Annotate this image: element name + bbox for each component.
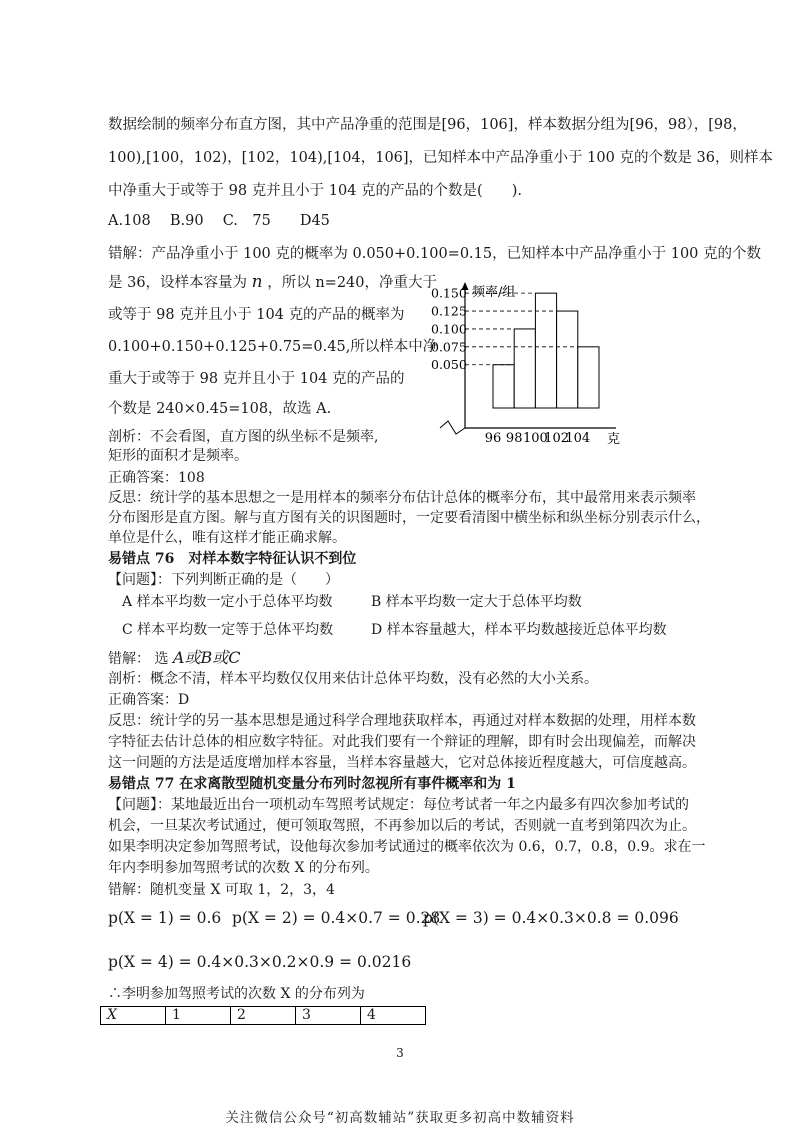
q75-analysis-1: 剖析：不会看图，直方图的纵坐标不是频率,	[108, 429, 379, 445]
q75-line-1: 数据绘制的频率分布直方图，其中产品净重的范围是[96，106]，样本数据分组为[96，98），[98，	[108, 117, 747, 133]
q75-wrong-4: 0.100+0.150+0.125+0.75=0.45,所以样本中净	[108, 339, 438, 355]
q76-wrong	[108, 648, 240, 669]
q77-formula-p4: p(X = 4) = 0.4×0.3×0.2×0.9 = 0.0216	[108, 953, 412, 971]
distribution-table	[100, 1006, 426, 1025]
q75-line-2: 100),[100，102)，[102，104),[104，106]，已知样本中产品净重小于 100 克的个数是 36，则样本	[108, 150, 774, 166]
q76-answer: 正确答案：D	[108, 692, 190, 708]
frequency-histogram	[420, 276, 640, 448]
q75-wrong-6: 个数是 240×0.45=108，故选 A.	[108, 401, 332, 417]
q75-answer: 正确答案：108	[108, 470, 205, 486]
y-tick-label: 0.050	[431, 357, 467, 373]
y-tick-label: 0.100	[431, 321, 467, 337]
q77-therefore: ∴李明参加驾照考试的次数 X 的分布列为	[108, 986, 365, 1002]
q77-formula-p3: p(X = 3) = 0.4×0.3×0.8 = 0.096	[423, 909, 679, 927]
q75-wrong-1: 错解：产品净重小于 100 克的概率为 0.050+0.100=0.15，已知样本中产品净重小于 100 克的个数	[108, 246, 761, 262]
q75-options: A.108 B.90 C. 75 D45	[108, 213, 330, 229]
q75-wrong-2b: ，所以 n=240，净重大于	[267, 275, 438, 291]
q76-option-c: C 样本平均数一定等于总体平均数	[122, 622, 334, 638]
q75-wrong-5: 重大于或等于 98 克并且小于 104 克的产品的	[108, 371, 405, 387]
histogram-bar	[535, 293, 556, 408]
q77-question-1: 【问题】：某地最近出台一项机动车驾照考试规定：每位考试者一年之内最多有四次参加考试的	[108, 797, 689, 813]
y-axis-label: 频率/组	[472, 285, 516, 300]
q76-reflect-3: 这一问题的方法是适度增加样本容量，当样本容量越大，它对总体接近程度越大，可信度越高。	[108, 755, 696, 771]
q77-title: 易错点 77 在求离散型随机变量分布列时忽视所有事件概率和为 1	[108, 776, 516, 792]
q76-option-a: A 样本平均数一定小于总体平均数	[122, 594, 333, 610]
q76-option-d: D 样本容量越大，样本平均数越接近总体平均数	[371, 622, 667, 638]
histogram-bar	[493, 365, 514, 408]
q77-question-3: 如果李明决定参加驾照考试，设他每次参加考试通过的概率依次为 0.6，0.7，0.8，0.9。求在一	[108, 839, 706, 855]
q75-line-3: 中净重大于或等于 98 克并且小于 104 克的产品的个数是( ).	[108, 183, 522, 199]
histogram-bar	[578, 347, 599, 408]
table-cell: 2	[231, 1007, 296, 1025]
table-cell: 4	[361, 1007, 426, 1025]
q77-formula-p1: p(X = 1) = 0.6	[108, 909, 222, 927]
histogram-bar	[557, 311, 578, 408]
q75-analysis-2: 矩形的面积才是频率。	[108, 448, 248, 464]
axis-break-zigzag	[440, 421, 465, 434]
q75-wrong-2a: 是 36，设样本容量为	[108, 275, 248, 291]
page-number: 3	[396, 1046, 404, 1060]
q76-reflect-1: 反思：统计学的另一基本思想是通过科学合理地获取样本，再通过对样本数据的处理，用样本数	[108, 713, 696, 729]
q75-reflect-1: 反思：统计学的基本思想之一是用样本的频率分布估计总体的概率分布，其中最常用来表示频率	[108, 490, 696, 506]
x-tick-label: 100	[522, 431, 548, 446]
q76-reflect-2: 字特征去估计总体的相应数字特征。对此我们要有一个辩证的理解，即有时会出现偏差，而解决	[108, 734, 696, 750]
q75-wrong-2	[108, 272, 437, 293]
q76-wrong-choice: A或B或C	[172, 648, 241, 667]
q77-question-2: 机会，一旦某次考试通过，便可领取驾照，不再参加以后的考试，否则就一直考到第四次为止。	[108, 818, 696, 834]
footer-notice: 关注微信公众号“初高数辅站”获取更多初高中数辅资料	[225, 1110, 575, 1126]
q75-wrong-3: 或等于 98 克并且小于 104 克的产品的概率为	[108, 307, 405, 323]
q77-question-4: 年内李明参加驾照考试的次数 X 的分布列。	[108, 860, 379, 876]
q76-wrong-prefix: 错解： 选	[108, 651, 169, 667]
q76-analysis: 剖析：概念不清，样本平均数仅仅用来估计总体平均数，没有必然的大小关系。	[108, 671, 598, 687]
table-cell: X	[101, 1007, 166, 1025]
q76-option-b: B 样本平均数一定大于总体平均数	[371, 594, 582, 610]
q77-formula-p2: p(X = 2) = 0.4×0.7 = 0.28	[232, 909, 441, 927]
x-axis-unit: 克	[607, 432, 621, 447]
y-tick-label: 0.125	[431, 303, 467, 319]
q76-question: 【问题】：下列判断正确的是（ ）	[108, 572, 339, 588]
y-tick-label: 0.150	[431, 285, 467, 301]
x-tick-label: 102	[544, 431, 570, 446]
histogram-bar	[514, 329, 535, 408]
x-tick-label: 96	[484, 431, 502, 446]
table-cell: 3	[296, 1007, 361, 1025]
x-tick-label: 104	[565, 431, 591, 446]
y-tick-label: 0.075	[431, 339, 467, 355]
x-tick-label: 98	[505, 431, 523, 446]
q75-reflect-3: 单位是什么，唯有这样才能正确求解。	[108, 530, 346, 546]
q75-reflect-2: 分布图形是直方图。解与直方图有关的识图题时，一定要看清图中横坐标和纵坐标分别表示什么，	[108, 510, 710, 526]
q75-sample-size-var: n	[251, 272, 263, 292]
table-cell: 1	[166, 1007, 231, 1025]
table-row	[101, 1007, 426, 1025]
q77-wrong: 错解：随机变量 X 可取 1，2，3，4	[108, 882, 335, 898]
q76-title: 易错点 76 对样本数字特征认识不到位	[108, 551, 357, 567]
